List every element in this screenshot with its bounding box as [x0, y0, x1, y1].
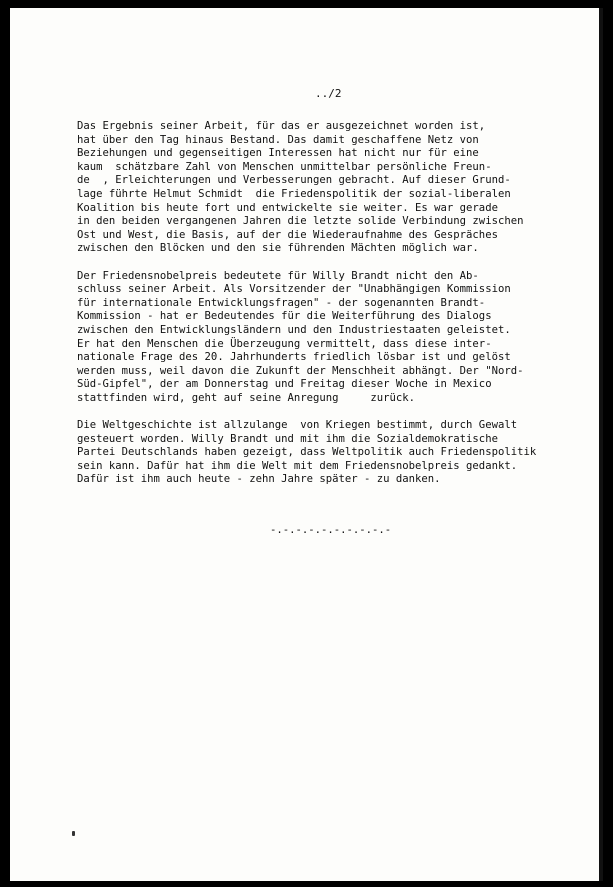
text-line: sein kann. Dafür hat ihm die Welt mit dem Friedensnobelpreis gedankt.: [77, 459, 518, 472]
text-line: Der Friedensnobelpreis bedeutete für Willy Brandt nicht den Ab-: [77, 269, 479, 282]
text-line: Kommission - hat er Bedeutendes für die Weiterführung des Dialogs: [77, 310, 492, 323]
text-line: zwischen den Blöcken und den sie führenden Mächten möglich war.: [77, 242, 479, 255]
end-marker: -.-.-.-.-.-.-.-.-.-: [270, 524, 392, 536]
text-line: kaum schätzbare Zahl von Menschen unmittelbar persönliche Freun-: [77, 160, 492, 173]
text-line: Er hat den Menschen die Überzeugung vermittelt, dass diese inter-: [77, 337, 492, 350]
text-line: gesteuert worden. Willy Brandt und mit ihm die Sozialdemokratische: [77, 432, 498, 445]
text-line: für internationale Entwicklungsfragen" - der sogenannten Brandt-: [77, 296, 486, 309]
text-line: Die Weltgeschichte ist allzulange von Kriegen bestimmt, durch Gewalt: [77, 419, 518, 432]
page-mark: [72, 831, 75, 836]
text-line: in den beiden vergangenen Jahren die letzte solide Verbindung zwischen: [77, 215, 524, 228]
text-line: zwischen den Entwicklungsländern und den Industriestaaten geleistet.: [77, 323, 511, 336]
document-body: [77, 120, 597, 501]
text-line: Ost und West, die Basis, auf der die Wiederaufnahme des Gespräches: [77, 228, 498, 241]
text-line: hat über den Tag hinaus Bestand. Das damit geschaffene Netz von: [77, 133, 479, 146]
text-line: Partei Deutschlands haben gezeigt, dass Weltpolitik auch Friedenspolitik: [77, 446, 537, 459]
text-line: nationale Frage des 20. Jahrhunderts friedlich lösbar ist und gelöst: [77, 351, 511, 364]
text-line: stattfinden wird, geht auf seine Anregung zurück.: [77, 391, 416, 404]
text-line: Süd-Gipfel", der am Donnerstag und Freitag dieser Woche in Mexico: [77, 378, 492, 391]
paragraph-1: [77, 120, 597, 256]
text-line: Dafür ist ihm auch heute - zehn Jahre später - zu danken.: [77, 473, 441, 486]
document-page: [10, 8, 603, 881]
text-line: lage führte Helmut Schmidt die Friedenspolitik der sozial-liberalen: [77, 187, 511, 200]
text-line: Beziehungen und gegenseitigen Interessen hat nicht nur für eine: [77, 147, 479, 160]
text-line: werden muss, weil davon die Zukunft der Menschheit abhängt. Der "Nord-: [77, 364, 524, 377]
text-line: Koalition bis heute fort und entwickelte sie weiter. Es war gerade: [77, 201, 498, 214]
paragraph-2: [77, 270, 597, 406]
paragraph-3: [77, 419, 597, 487]
text-line: de , Erleichterungen und Verbesserungen gebracht. Auf dieser Grund-: [77, 174, 511, 187]
text-line: schluss seiner Arbeit. Als Vorsitzender der "Unabhängigen Kommission: [77, 283, 511, 296]
page-number: ../2: [315, 87, 342, 100]
text-line: Das Ergebnis seiner Arbeit, für das er ausgezeichnet worden ist,: [77, 120, 486, 132]
